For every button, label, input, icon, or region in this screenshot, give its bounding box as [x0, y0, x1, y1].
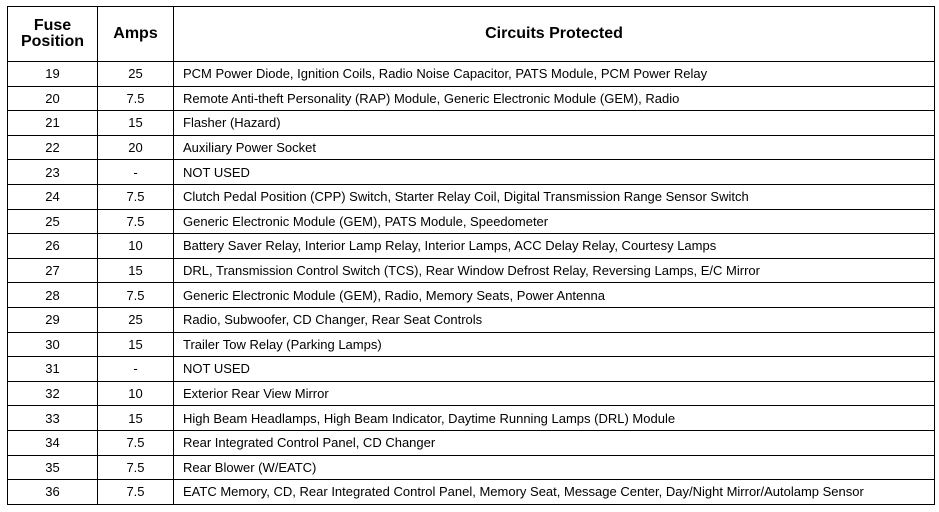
fuse-position-cell: 22	[8, 135, 98, 160]
fuse-position-cell: 23	[8, 160, 98, 185]
amps-cell: 15	[98, 258, 174, 283]
circuits-cell: DRL, Transmission Control Switch (TCS), Rear Window Defrost Relay, Reversing Lamps, E/C Mirror	[174, 258, 935, 283]
amps-cell: 10	[98, 234, 174, 259]
amps-cell: 15	[98, 111, 174, 136]
circuits-cell: Clutch Pedal Position (CPP) Switch, Starter Relay Coil, Digital Transmission Range Sensor Switch	[174, 184, 935, 209]
fuse-position-cell: 31	[8, 357, 98, 382]
fuse-position-cell: 28	[8, 283, 98, 308]
table-row	[8, 406, 935, 431]
table-row	[8, 86, 935, 111]
table-row	[8, 209, 935, 234]
amps-cell: 15	[98, 406, 174, 431]
fuse-position-cell: 24	[8, 184, 98, 209]
circuits-cell: Rear Integrated Control Panel, CD Changer	[174, 430, 935, 455]
table-row	[8, 332, 935, 357]
header-fuse-position	[8, 7, 98, 62]
amps-cell: 7.5	[98, 86, 174, 111]
circuits-cell: Radio, Subwoofer, CD Changer, Rear Seat Controls	[174, 307, 935, 332]
table-row	[8, 455, 935, 480]
table-row	[8, 258, 935, 283]
table-row	[8, 381, 935, 406]
fuse-position-cell: 27	[8, 258, 98, 283]
amps-cell: 7.5	[98, 455, 174, 480]
amps-cell: 7.5	[98, 430, 174, 455]
fuse-position-cell: 32	[8, 381, 98, 406]
header-row	[8, 7, 935, 62]
amps-cell: 7.5	[98, 480, 174, 505]
amps-cell: 15	[98, 332, 174, 357]
fuse-table	[7, 6, 935, 505]
amps-cell: 20	[98, 135, 174, 160]
circuits-cell: Rear Blower (W/EATC)	[174, 455, 935, 480]
table-header	[8, 7, 935, 62]
table-row	[8, 357, 935, 382]
fuse-position-cell: 29	[8, 307, 98, 332]
fuse-position-cell: 21	[8, 111, 98, 136]
table-row	[8, 307, 935, 332]
circuits-cell: Flasher (Hazard)	[174, 111, 935, 136]
table-row	[8, 184, 935, 209]
circuits-cell: PCM Power Diode, Ignition Coils, Radio Noise Capacitor, PATS Module, PCM Power Relay	[174, 62, 935, 87]
header-circuits-protected: Circuits Protected	[174, 7, 935, 62]
circuits-cell: High Beam Headlamps, High Beam Indicator, Daytime Running Lamps (DRL) Module	[174, 406, 935, 431]
amps-cell: -	[98, 357, 174, 382]
fuse-position-cell: 34	[8, 430, 98, 455]
amps-cell: 25	[98, 307, 174, 332]
fuse-position-cell: 36	[8, 480, 98, 505]
circuits-cell: Remote Anti-theft Personality (RAP) Module, Generic Electronic Module (GEM), Radio	[174, 86, 935, 111]
fuse-position-cell: 30	[8, 332, 98, 357]
header-amps: Amps	[98, 7, 174, 62]
circuits-cell: Trailer Tow Relay (Parking Lamps)	[174, 332, 935, 357]
fuse-position-cell: 33	[8, 406, 98, 431]
header-position-line1: Fuse	[33, 17, 72, 34]
table-row	[8, 160, 935, 185]
circuits-cell: Generic Electronic Module (GEM), Radio, Memory Seats, Power Antenna	[174, 283, 935, 308]
table-row	[8, 62, 935, 87]
amps-cell: -	[98, 160, 174, 185]
header-position-line2: Position	[20, 33, 85, 50]
circuits-cell: Exterior Rear View Mirror	[174, 381, 935, 406]
amps-cell: 7.5	[98, 184, 174, 209]
circuits-cell: Battery Saver Relay, Interior Lamp Relay, Interior Lamps, ACC Delay Relay, Courtesy Lamps	[174, 234, 935, 259]
table-row	[8, 111, 935, 136]
table-row	[8, 430, 935, 455]
amps-cell: 10	[98, 381, 174, 406]
table-row	[8, 480, 935, 505]
circuits-cell: NOT USED	[174, 160, 935, 185]
fuse-position-cell: 20	[8, 86, 98, 111]
table-row	[8, 234, 935, 259]
table-row	[8, 283, 935, 308]
circuits-cell: NOT USED	[174, 357, 935, 382]
fuse-position-cell: 19	[8, 62, 98, 87]
circuits-cell: EATC Memory, CD, Rear Integrated Control Panel, Memory Seat, Message Center, Day/Night Mirror/Autolamp Sensor	[174, 480, 935, 505]
circuits-cell: Generic Electronic Module (GEM), PATS Module, Speedometer	[174, 209, 935, 234]
fuse-position-cell: 25	[8, 209, 98, 234]
amps-cell: 7.5	[98, 209, 174, 234]
amps-cell: 25	[98, 62, 174, 87]
table-row	[8, 135, 935, 160]
table-body	[8, 62, 935, 505]
circuits-cell: Auxiliary Power Socket	[174, 135, 935, 160]
fuse-position-cell: 26	[8, 234, 98, 259]
amps-cell: 7.5	[98, 283, 174, 308]
fuse-position-cell: 35	[8, 455, 98, 480]
